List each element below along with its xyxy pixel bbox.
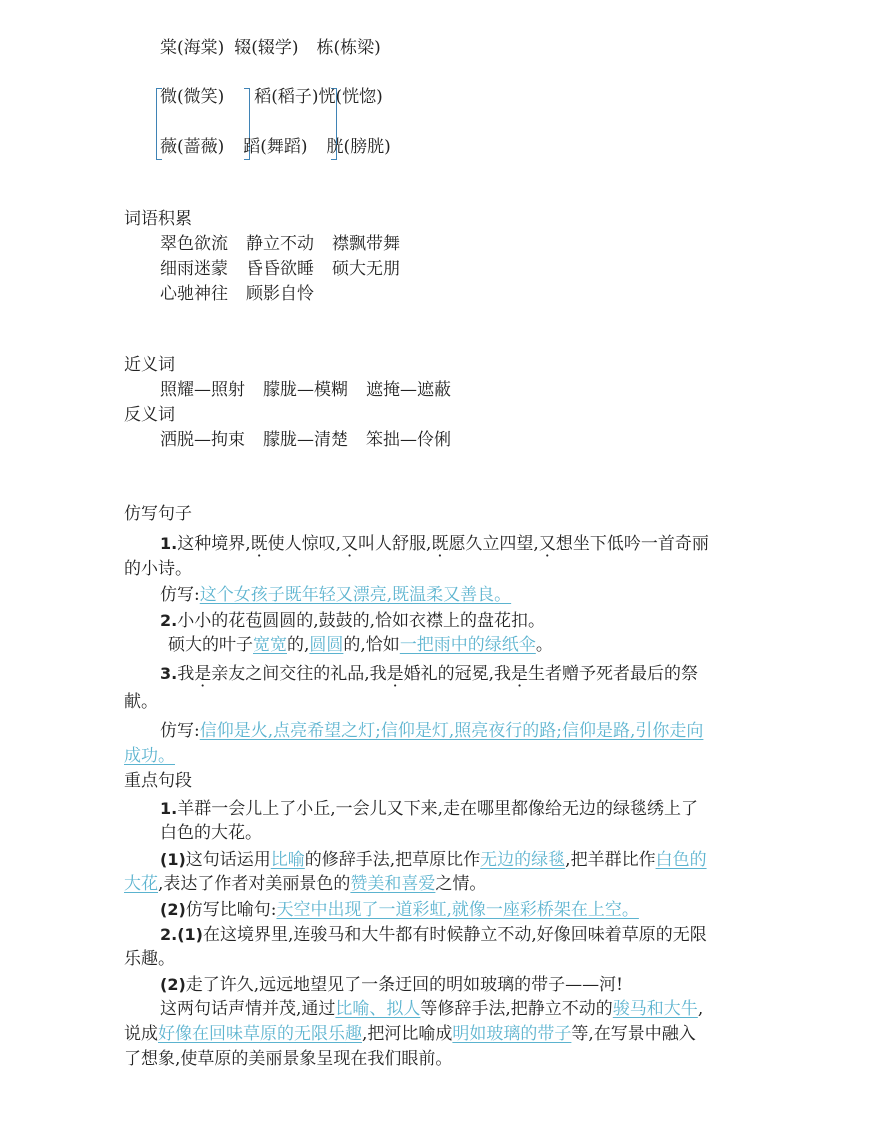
key-heading: 重点句段 (124, 771, 192, 791)
synonyms-list: 照耀—照射 朦胧—模糊 遮掩—遮蔽 (160, 380, 451, 400)
char-item: 棠(海棠) (160, 38, 225, 58)
char-row-1 (160, 36, 381, 61)
vocab-row: 细雨迷蒙 昏昏欲睡 硕大无朋 (160, 259, 400, 279)
key-p1-line1: 1.羊群一会儿上了小丘,一会儿又下来,走在哪里都像给无边的绿毯绣上了 (160, 799, 699, 819)
key-p2-comment-3: 了想象,使草原的美丽景象呈现在我们眼前。 (124, 1049, 453, 1069)
char-item: 辍(辍学) (234, 38, 299, 58)
char-item: 恍(恍惚) (318, 87, 383, 107)
imitation-s3-line1: 3.我是亲友之间交往的礼品,我是婚礼的冠冕,我是生者赠予死者最后的祭 (160, 664, 699, 684)
key-p1-line2: 白色的大花。 (160, 823, 262, 843)
vocab-row: 心驰神往 顾影自怜 (160, 284, 314, 304)
synonyms-heading: 近义词 (124, 355, 175, 375)
char-group-bottom (160, 135, 391, 160)
imitation-s3-answer: 仿写:信仰是火,点亮希望之灯;信仰是灯,照亮夜行的路;信仰是路,引你走向 (160, 721, 704, 741)
vocab-row: 翠色欲流 静立不动 襟飘带舞 (160, 234, 400, 254)
char-item: 栋(栋梁) (316, 38, 381, 58)
imitation-s2: 2.小小的花苞圆圆的,鼓鼓的,恰如衣襟上的盘花扣。 (160, 611, 546, 631)
char-item: 蹈(舞蹈) (243, 137, 308, 157)
imitation-s1-answer: 仿写:这个女孩子既年轻又漂亮,既温柔又善良。 (160, 585, 512, 605)
char-item: 薇(蔷薇) (160, 137, 225, 157)
char-item: 微(微笑) (160, 87, 225, 107)
imitation-s3-line2: 献。 (124, 692, 158, 712)
imitation-s1-line2: 的小诗。 (124, 559, 192, 579)
char-group-top (160, 85, 383, 110)
key-p2-line3: (2)走了许久,远远地望见了一条迂回的明如玻璃的带子——河! (160, 975, 623, 995)
char-item: 稻(稻子) (254, 87, 319, 107)
key-p2-comment-1: 这两句话声情并茂,通过比喻、拟人等修辞手法,把静立不动的骏马和大牛, (160, 999, 704, 1019)
key-p2-line2: 乐趣。 (124, 949, 175, 969)
key-p1-q1: (1)这句话运用比喻的修辞手法,把草原比作无边的绿毯,把羊群比作白色的 (160, 850, 707, 870)
imitation-heading: 仿写句子 (124, 504, 192, 524)
imitation-s3-answer-cont: 成功。 (124, 746, 175, 766)
imitation-s2-answer: 硕大的叶子宽宽的,圆圆的,恰如一把雨中的绿纸伞。 (168, 635, 553, 655)
vocab-heading: 词语积累 (124, 209, 192, 229)
char-item: 胱(膀胱) (326, 137, 391, 157)
key-p1-q1-cont: 大花,表达了作者对美丽景色的赞美和喜爱之情。 (124, 874, 487, 894)
antonyms-list: 洒脱—拘束 朦胧—清楚 笨拙—伶俐 (160, 430, 451, 450)
key-p2-line1: 2.(1)在这境界里,连骏马和大牛都有时候静立不动,好像回味着草原的无限 (160, 925, 707, 945)
key-p1-q2: (2)仿写比喻句:天空中出现了一道彩虹,就像一座彩桥架在上空。 (160, 900, 639, 920)
antonyms-heading: 反义词 (124, 405, 175, 425)
key-p2-comment-2: 说成好像在回味草原的无限乐趣,把河比喻成明如玻璃的带子等,在写景中融入 (124, 1024, 696, 1044)
imitation-s1-line1: 1.这种境界,既使人惊叹,又叫人舒服,既愿久立四望,又想坐下低吟一首奇丽 (160, 534, 709, 554)
